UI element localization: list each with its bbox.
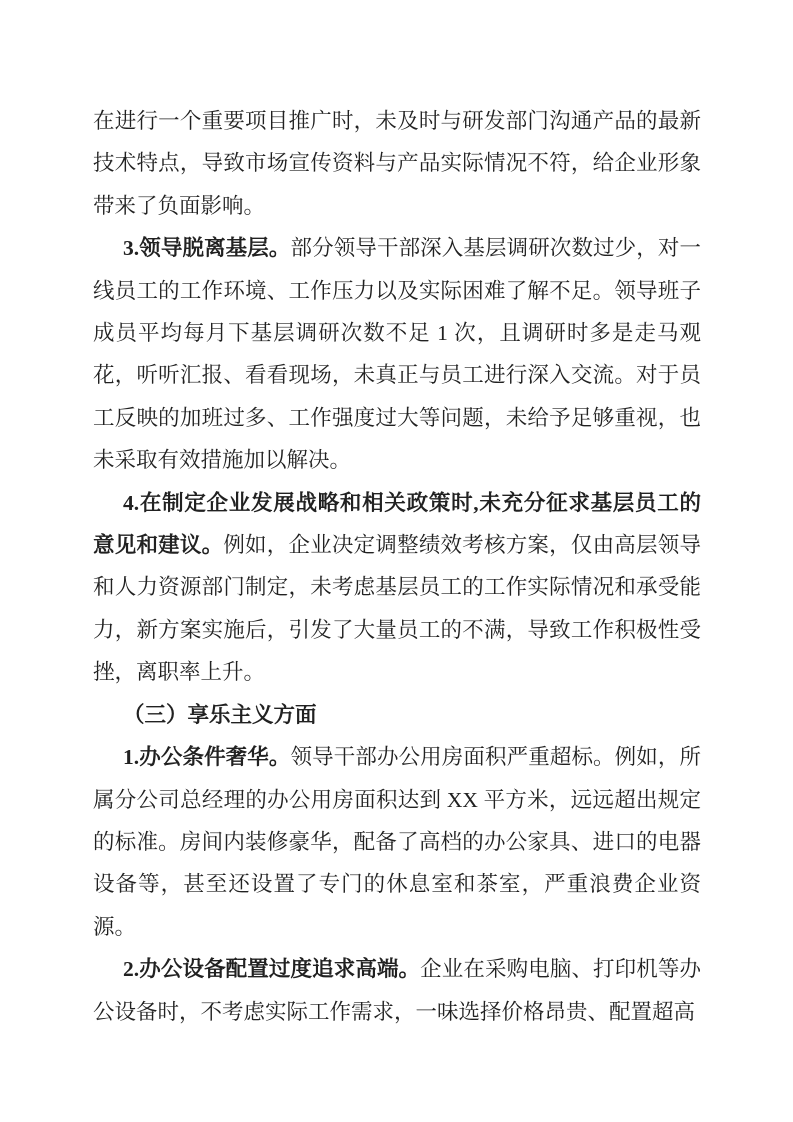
paragraph xyxy=(93,694,701,736)
paragraph-heading-text: 1.办公条件奢华。 xyxy=(123,745,291,770)
paragraph-body-text: 企业在采购电脑、打印机等办公设备时，不考虑实际工作需求，一味选择价格昂贵、配置超高 xyxy=(93,957,701,1024)
paragraph-heading-text: （三）享乐主义方面 xyxy=(123,702,317,727)
document-body xyxy=(93,100,701,1033)
paragraph-heading-text: 2.办公设备配置过度追求高端。 xyxy=(123,957,421,982)
paragraph-heading-text: 4.在制定企业发展战略和相关政策时,未充分征求基层员工的意见和建议。 xyxy=(93,490,701,558)
paragraph-heading-text: 3.领导脱离基层。 xyxy=(123,236,291,261)
paragraph-body-text: 领导干部办公用房面积严重超标。例如，所属分公司总经理的办公用房面积达到 XX 平方米，远远超出规定的标准。房间内装修豪华，配备了高档的办公家具、进口的电器设备等，甚至还设置了专门的休息室和茶室，严重浪费企业资源。 xyxy=(93,745,701,939)
paragraph-body-text: 部分领导干部深入基层调研次数过少，对一线员工的工作环境、工作压力以及实际困难了解不足。领导班子成员平均每月下基层调研次数不足 1 次，且调研时多是走马观花，听听汇报、看看现场，未真正与员工进行深入交流。对于员工反映的加班过多、工作强度过大等问题，未给予足够重视，也未采取有效措施加以解决。 xyxy=(93,236,701,473)
paragraph xyxy=(93,227,701,481)
paragraph-body-text: 例如，企业决定调整绩效考核方案，仅由高层领导和人力资源部门制定，未考虑基层员工的工作实际情况和承受能力，新方案实施后，引发了大量员工的不满，导致工作积极性受挫，离职率上升。 xyxy=(93,533,701,685)
paragraph xyxy=(93,100,701,227)
paragraph xyxy=(93,736,701,948)
paragraph-body-text: 在进行一个重要项目推广时，未及时与研发部门沟通产品的最新技术特点，导致市场宣传资料与产品实际情况不符，给企业形象带来了负面影响。 xyxy=(93,109,701,218)
paragraph xyxy=(93,948,701,1033)
paragraph xyxy=(93,482,701,694)
